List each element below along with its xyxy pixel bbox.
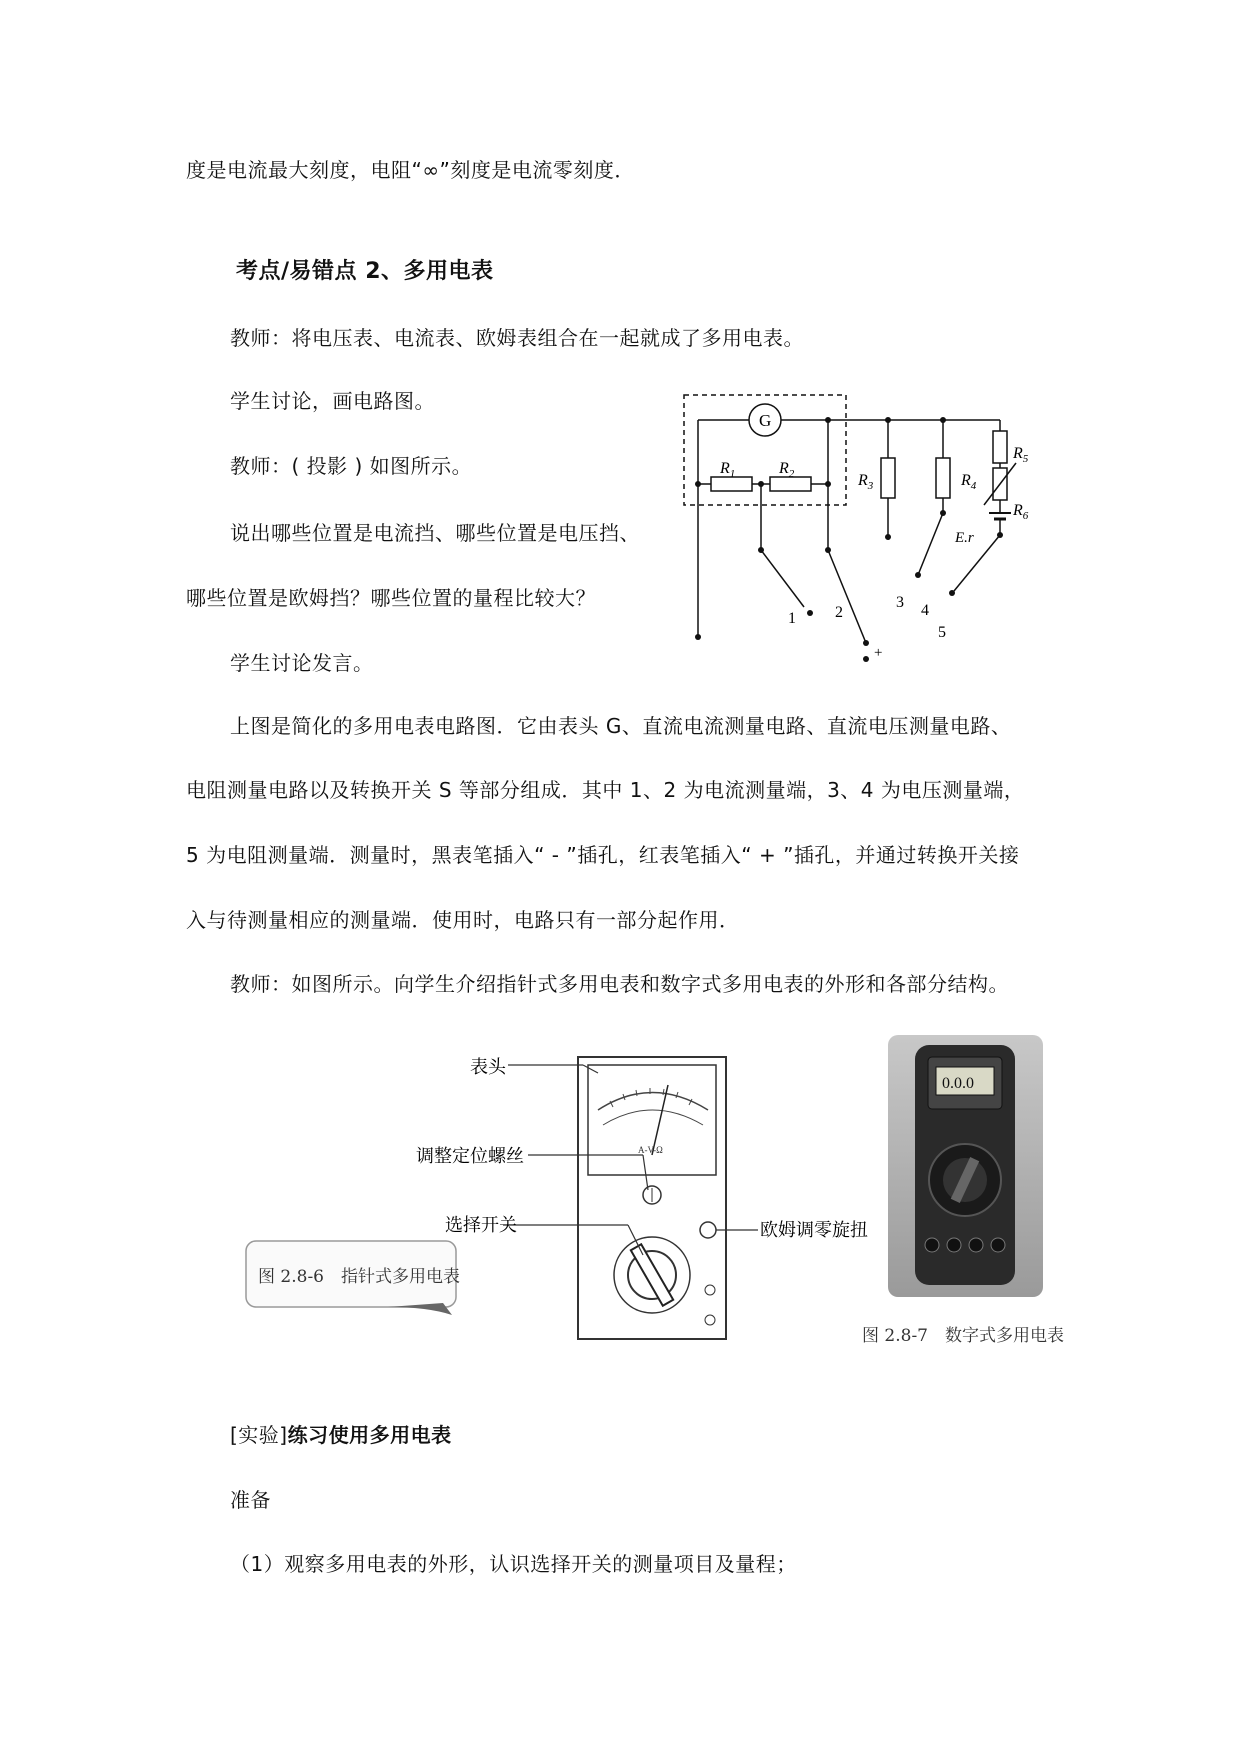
resistor-r5 [993, 431, 1007, 463]
r2-sub: 2 [788, 468, 795, 480]
galvanometer-label: G [759, 411, 772, 430]
svg-text:R4 [960, 472, 977, 492]
text-line-3: 教师：将电压表、电流表、欧姆表组合在一起就成了多用电表。 [230, 326, 804, 350]
lcd-reading: 0.0.0 [942, 1075, 974, 1092]
r1-sub: 1 [729, 468, 736, 480]
terminal-2: 2 [835, 604, 843, 621]
experiment-prefix: [实验] [230, 1423, 288, 1447]
step-1: （1）观察多用电表的外形，认识选择开关的测量项目及量程； [230, 1552, 797, 1576]
digital-multimeter-figure [860, 1035, 1075, 1355]
terminal-1: 1 [788, 610, 796, 627]
r5-label: R [1013, 445, 1023, 462]
circuit-diagram [680, 385, 1080, 665]
text-line-6: 说出哪些位置是电流挡、哪些位置是电压挡、 [230, 521, 640, 545]
text-line-5: 教师：( 投影 ) 如图所示。 [230, 454, 473, 478]
r4-label: R [961, 472, 971, 489]
text-line-7: 哪些位置是欧姆挡？哪些位置的量程比较大？ [186, 586, 596, 610]
label-ohm-zero-knob: 欧姆调零旋扭 [760, 1220, 868, 1241]
svg-text:R5 [1012, 445, 1029, 465]
ohm-zero-knob [700, 1222, 716, 1238]
section-heading: 考点/易错点 2、多用电表 [236, 259, 494, 284]
battery-label: E.r [955, 530, 974, 546]
dial-label: A-V-Ω [638, 1145, 663, 1155]
text-line-13: 教师：如图所示。向学生介绍指针式多用电表和数字式多用电表的外形和各部分结构。 [230, 972, 1009, 996]
r4-sub: 4 [970, 480, 977, 492]
r3-sub: 3 [867, 480, 874, 492]
label-zero-screw: 调整定位螺丝 [416, 1146, 524, 1167]
text-line-4: 学生讨论，画电路图。 [230, 389, 435, 413]
terminal-5: 5 [938, 624, 946, 641]
text-line-11: 5 为电阻测量端．测量时，黑表笔插入“ - ”插孔，红表笔插入“ + ”插孔，并通过转换开关接 [186, 843, 1020, 867]
resistor-r4 [936, 458, 950, 498]
analog-multimeter-figure [238, 1045, 868, 1355]
text-line-12: 入与待测量相应的测量端．使用时，电路只有一部分起作用． [186, 908, 740, 932]
r6-sub: 6 [1022, 510, 1029, 522]
analog-caption: 图 2.8-6 指针式多用电表 [258, 1267, 460, 1287]
text-line-10: 电阻测量电路以及转换开关 S 等部分组成．其中 1、2 为电流测量端，3、4 为电压测量端， [186, 778, 1025, 802]
experiment-title [230, 1421, 452, 1449]
svg-text:R6 [1012, 502, 1029, 522]
text-line-9: 上图是简化的多用电表电路图．它由表头 G、直流电流测量电路、直流电压测量电路、 [230, 714, 1012, 738]
resistor-r3 [881, 458, 895, 498]
terminal-4: 4 [921, 602, 929, 619]
r5-sub: 5 [1022, 453, 1029, 465]
r3-label: R [858, 472, 868, 489]
text-line-1: 度是电流最大刻度，电阻“∞”刻度是电流零刻度． [186, 158, 635, 182]
meter-display-window [588, 1065, 716, 1175]
terminal-3: 3 [896, 594, 904, 611]
svg-text:R3 [857, 472, 874, 492]
plus-terminal-label: + [874, 645, 883, 661]
digital-caption: 图 2.8-7 数字式多用电表 [862, 1326, 1064, 1346]
r2-label: R [779, 460, 789, 477]
label-meter-head: 表头 [470, 1057, 506, 1078]
variable-arrow [984, 463, 1016, 505]
r1-label: R [720, 460, 730, 477]
prep-label: 准备 [230, 1488, 271, 1512]
r6-label: R [1013, 502, 1023, 519]
text-line-8: 学生讨论发言。 [230, 651, 374, 675]
experiment-name: 练习使用多用电表 [287, 1423, 452, 1447]
label-selector-switch: 选择开关 [445, 1215, 517, 1236]
